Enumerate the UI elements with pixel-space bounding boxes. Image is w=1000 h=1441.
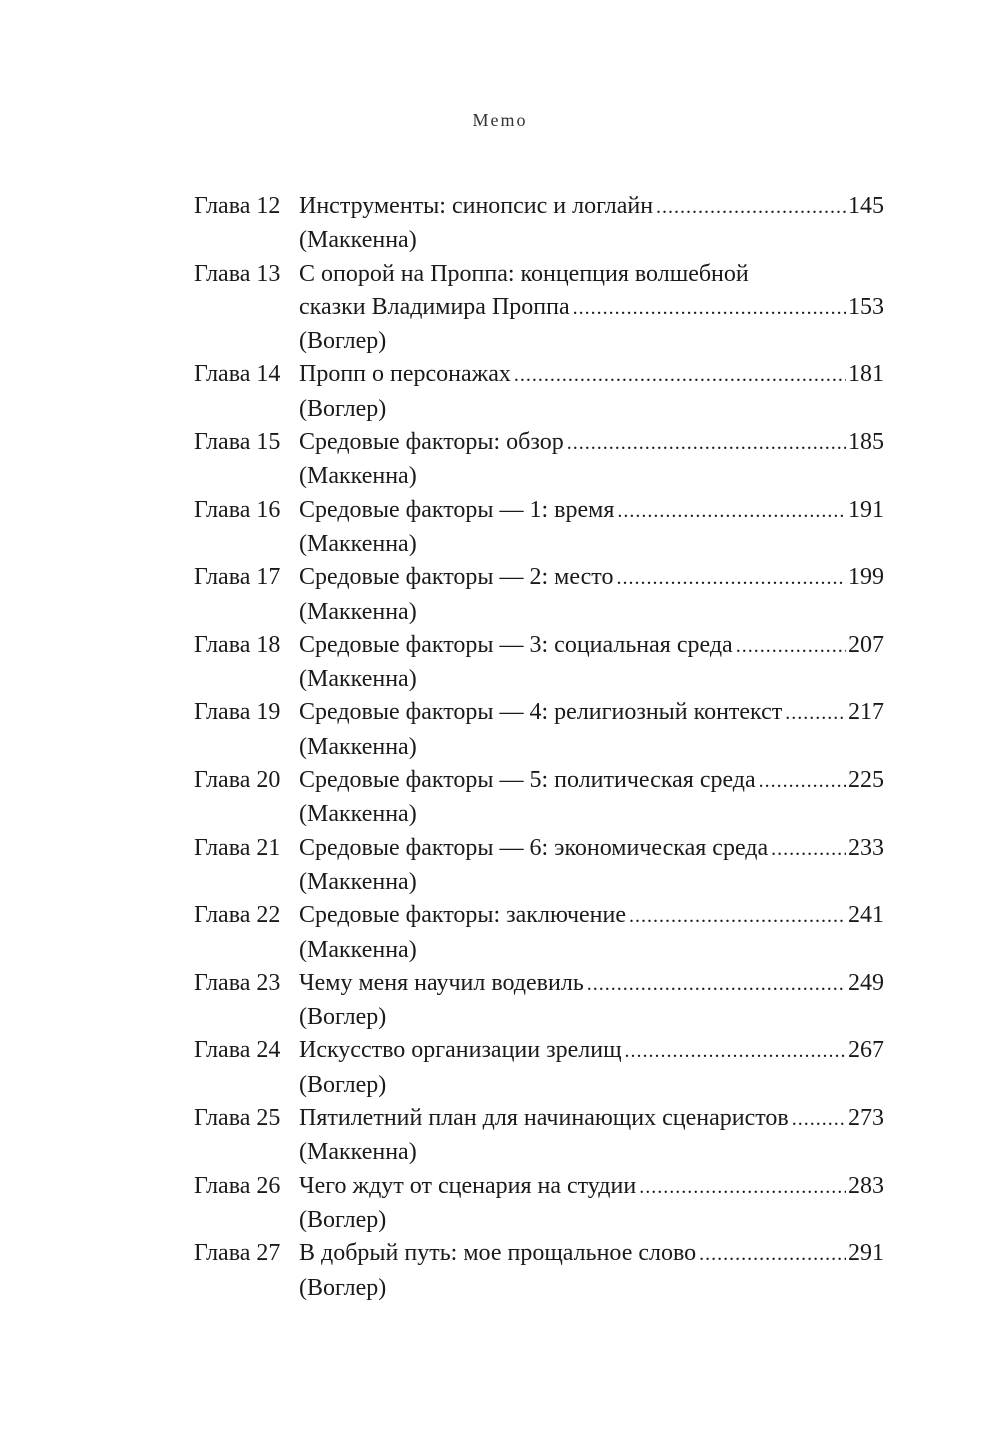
chapter-title: Средовые факторы — 3: социальная среда: [299, 631, 733, 658]
chapter-title: Пропп о персонажах: [299, 361, 511, 388]
toc-entry-body: [299, 258, 884, 359]
page-number: 249: [848, 969, 884, 996]
dot-leader: [573, 292, 846, 325]
toc-entry-body: [299, 696, 884, 764]
toc-entry: [194, 1034, 884, 1102]
toc-entry-body: [299, 358, 884, 426]
chapter-title: Средовые факторы — 6: экономическая среда: [299, 834, 769, 861]
chapter-title-row: [299, 832, 884, 866]
toc-entry: [194, 426, 884, 494]
dot-leader: [587, 968, 846, 1001]
chapter-label: Глава 24: [194, 1037, 281, 1064]
chapter-author: (Маккенна): [299, 801, 417, 828]
dot-leader: [785, 697, 846, 730]
toc-entry: [194, 764, 884, 832]
toc-entry: [194, 1237, 884, 1305]
dot-leader: [514, 359, 846, 392]
toc-entry-body: [299, 561, 884, 629]
toc-entry-body: [299, 426, 884, 494]
page-number: 217: [848, 699, 884, 726]
dot-leader: [771, 833, 846, 866]
page-number: 153: [848, 293, 884, 320]
chapter-title-row: [299, 899, 884, 933]
dot-leader: [617, 495, 846, 528]
chapter-author: (Маккенна): [299, 1139, 417, 1166]
chapter-author: (Маккенна): [299, 530, 417, 557]
page-number: 145: [848, 193, 884, 219]
chapter-title: Чего ждут от сценария на студии: [299, 1172, 637, 1199]
toc-entry-body: [299, 1034, 884, 1102]
chapter-label: Глава 25: [194, 1105, 281, 1132]
toc-entry-body: [299, 494, 884, 562]
chapter-title: Средовые факторы: обзор: [299, 429, 564, 456]
toc-entry-body: [299, 967, 884, 1035]
chapter-title: Средовые факторы — 2: место: [299, 564, 614, 591]
chapter-title: В добрый путь: мое прощальное слово: [299, 1240, 697, 1267]
page-number: 199: [848, 564, 884, 591]
toc-entry: [194, 358, 884, 426]
chapter-title: Чему меня научил водевиль: [299, 969, 584, 996]
running-head: Memo: [472, 110, 528, 130]
chapter-author: (Маккенна): [299, 733, 417, 760]
toc-entry: [194, 1102, 884, 1170]
chapter-author: (Воглер): [299, 1206, 387, 1233]
dot-leader: [656, 191, 846, 224]
chapter-title: сказки Владимира Проппа: [299, 293, 570, 320]
chapter-title: Средовые факторы — 4: религиозный контекст: [299, 699, 783, 726]
chapter-author: (Маккенна): [299, 868, 417, 895]
page-number: 225: [848, 767, 884, 794]
page-number: 207: [848, 631, 884, 658]
chapter-author: (Воглер): [299, 1004, 387, 1031]
chapter-author: (Воглер): [299, 1071, 387, 1098]
chapter-author: (Маккенна): [299, 227, 417, 254]
toc-entry-body: [299, 1237, 884, 1305]
chapter-label: Глава 20: [194, 767, 281, 794]
toc-entry-body: [299, 764, 884, 832]
chapter-label: Глава 12: [194, 193, 281, 219]
chapter-title-row: [299, 1034, 884, 1068]
chapter-title-row: [299, 1237, 884, 1271]
chapter-label: Глава 27: [194, 1240, 281, 1267]
page-number: 273: [848, 1105, 884, 1132]
page-number: 291: [848, 1240, 884, 1267]
chapter-author: (Воглер): [299, 395, 387, 422]
toc-entry-body: [299, 832, 884, 900]
chapter-title-row: [299, 190, 884, 224]
toc-entry-body: [299, 899, 884, 967]
toc-entry: [194, 899, 884, 967]
chapter-title-row: [299, 1170, 884, 1204]
chapter-author: (Воглер): [299, 1274, 387, 1301]
table-of-contents: [194, 190, 884, 1305]
toc-entry: [194, 1170, 884, 1238]
page-number: 185: [848, 429, 884, 456]
page-number: 283: [848, 1172, 884, 1199]
chapter-label: Глава 14: [194, 361, 281, 388]
chapter-title: Средовые факторы — 1: время: [299, 496, 615, 523]
toc-entry-body: [299, 1170, 884, 1238]
toc-entry: [194, 696, 884, 764]
dot-leader: [625, 1035, 846, 1068]
chapter-title-row: [299, 291, 884, 325]
chapter-label: Глава 26: [194, 1172, 281, 1199]
chapter-author: (Маккенна): [299, 666, 417, 693]
chapter-title-row: [299, 967, 884, 1001]
page-number: 191: [848, 496, 884, 523]
dot-leader: [759, 765, 846, 798]
page-number: 181: [848, 361, 884, 388]
toc-entry-body: [299, 629, 884, 697]
chapter-title-row: [299, 561, 884, 595]
chapter-author: (Маккенна): [299, 598, 417, 625]
chapter-title: Средовые факторы: заключение: [299, 902, 627, 929]
toc-entry: [194, 967, 884, 1035]
page-number: 241: [848, 902, 884, 929]
chapter-label: Глава 23: [194, 969, 281, 996]
chapter-title-row: [299, 1102, 884, 1136]
dot-leader: [567, 427, 846, 460]
chapter-title-row: [299, 494, 884, 528]
chapter-label: Глава 21: [194, 834, 281, 861]
chapter-author: (Маккенна): [299, 936, 417, 963]
chapter-title-row: [299, 629, 884, 663]
chapter-title-row: [299, 764, 884, 798]
chapter-author: (Воглер): [299, 328, 387, 355]
dot-leader: [736, 630, 846, 663]
toc-entry: [194, 494, 884, 562]
chapter-label: Глава 13: [194, 260, 281, 287]
dot-leader: [616, 562, 846, 595]
toc-entry: [194, 832, 884, 900]
chapter-title: Пятилетний план для начинающих сценаристов: [299, 1105, 789, 1132]
dot-leader: [792, 1103, 846, 1136]
chapter-title-row: [299, 426, 884, 460]
toc-entry: [194, 629, 884, 697]
chapter-label: Глава 15: [194, 429, 281, 456]
toc-entry-body: [299, 190, 884, 258]
chapter-label: Глава 16: [194, 496, 281, 523]
page-number: 267: [848, 1037, 884, 1064]
dot-leader: [629, 900, 846, 933]
chapter-label: Глава 19: [194, 699, 281, 726]
toc-entry-body: [299, 1102, 884, 1170]
dot-leader: [639, 1171, 846, 1204]
toc-entry: [194, 561, 884, 629]
chapter-title-line: С опорой на Проппа: концепция волшебной: [299, 260, 749, 287]
chapter-label: Глава 18: [194, 631, 281, 658]
chapter-label: Глава 17: [194, 564, 281, 591]
chapter-author: (Маккенна): [299, 463, 417, 490]
toc-entry: [194, 190, 884, 258]
dot-leader: [699, 1238, 846, 1271]
page-number: 233: [848, 834, 884, 861]
chapter-title: Средовые факторы — 5: политическая среда: [299, 767, 756, 794]
chapter-title-row: [299, 358, 884, 392]
chapter-title-row: [299, 696, 884, 730]
chapter-label: Глава 22: [194, 902, 281, 929]
chapter-title: Искусство организации зрелищ: [299, 1037, 622, 1064]
toc-entry: [194, 258, 884, 359]
chapter-title: Инструменты: синопсис и логлайн: [299, 193, 654, 219]
